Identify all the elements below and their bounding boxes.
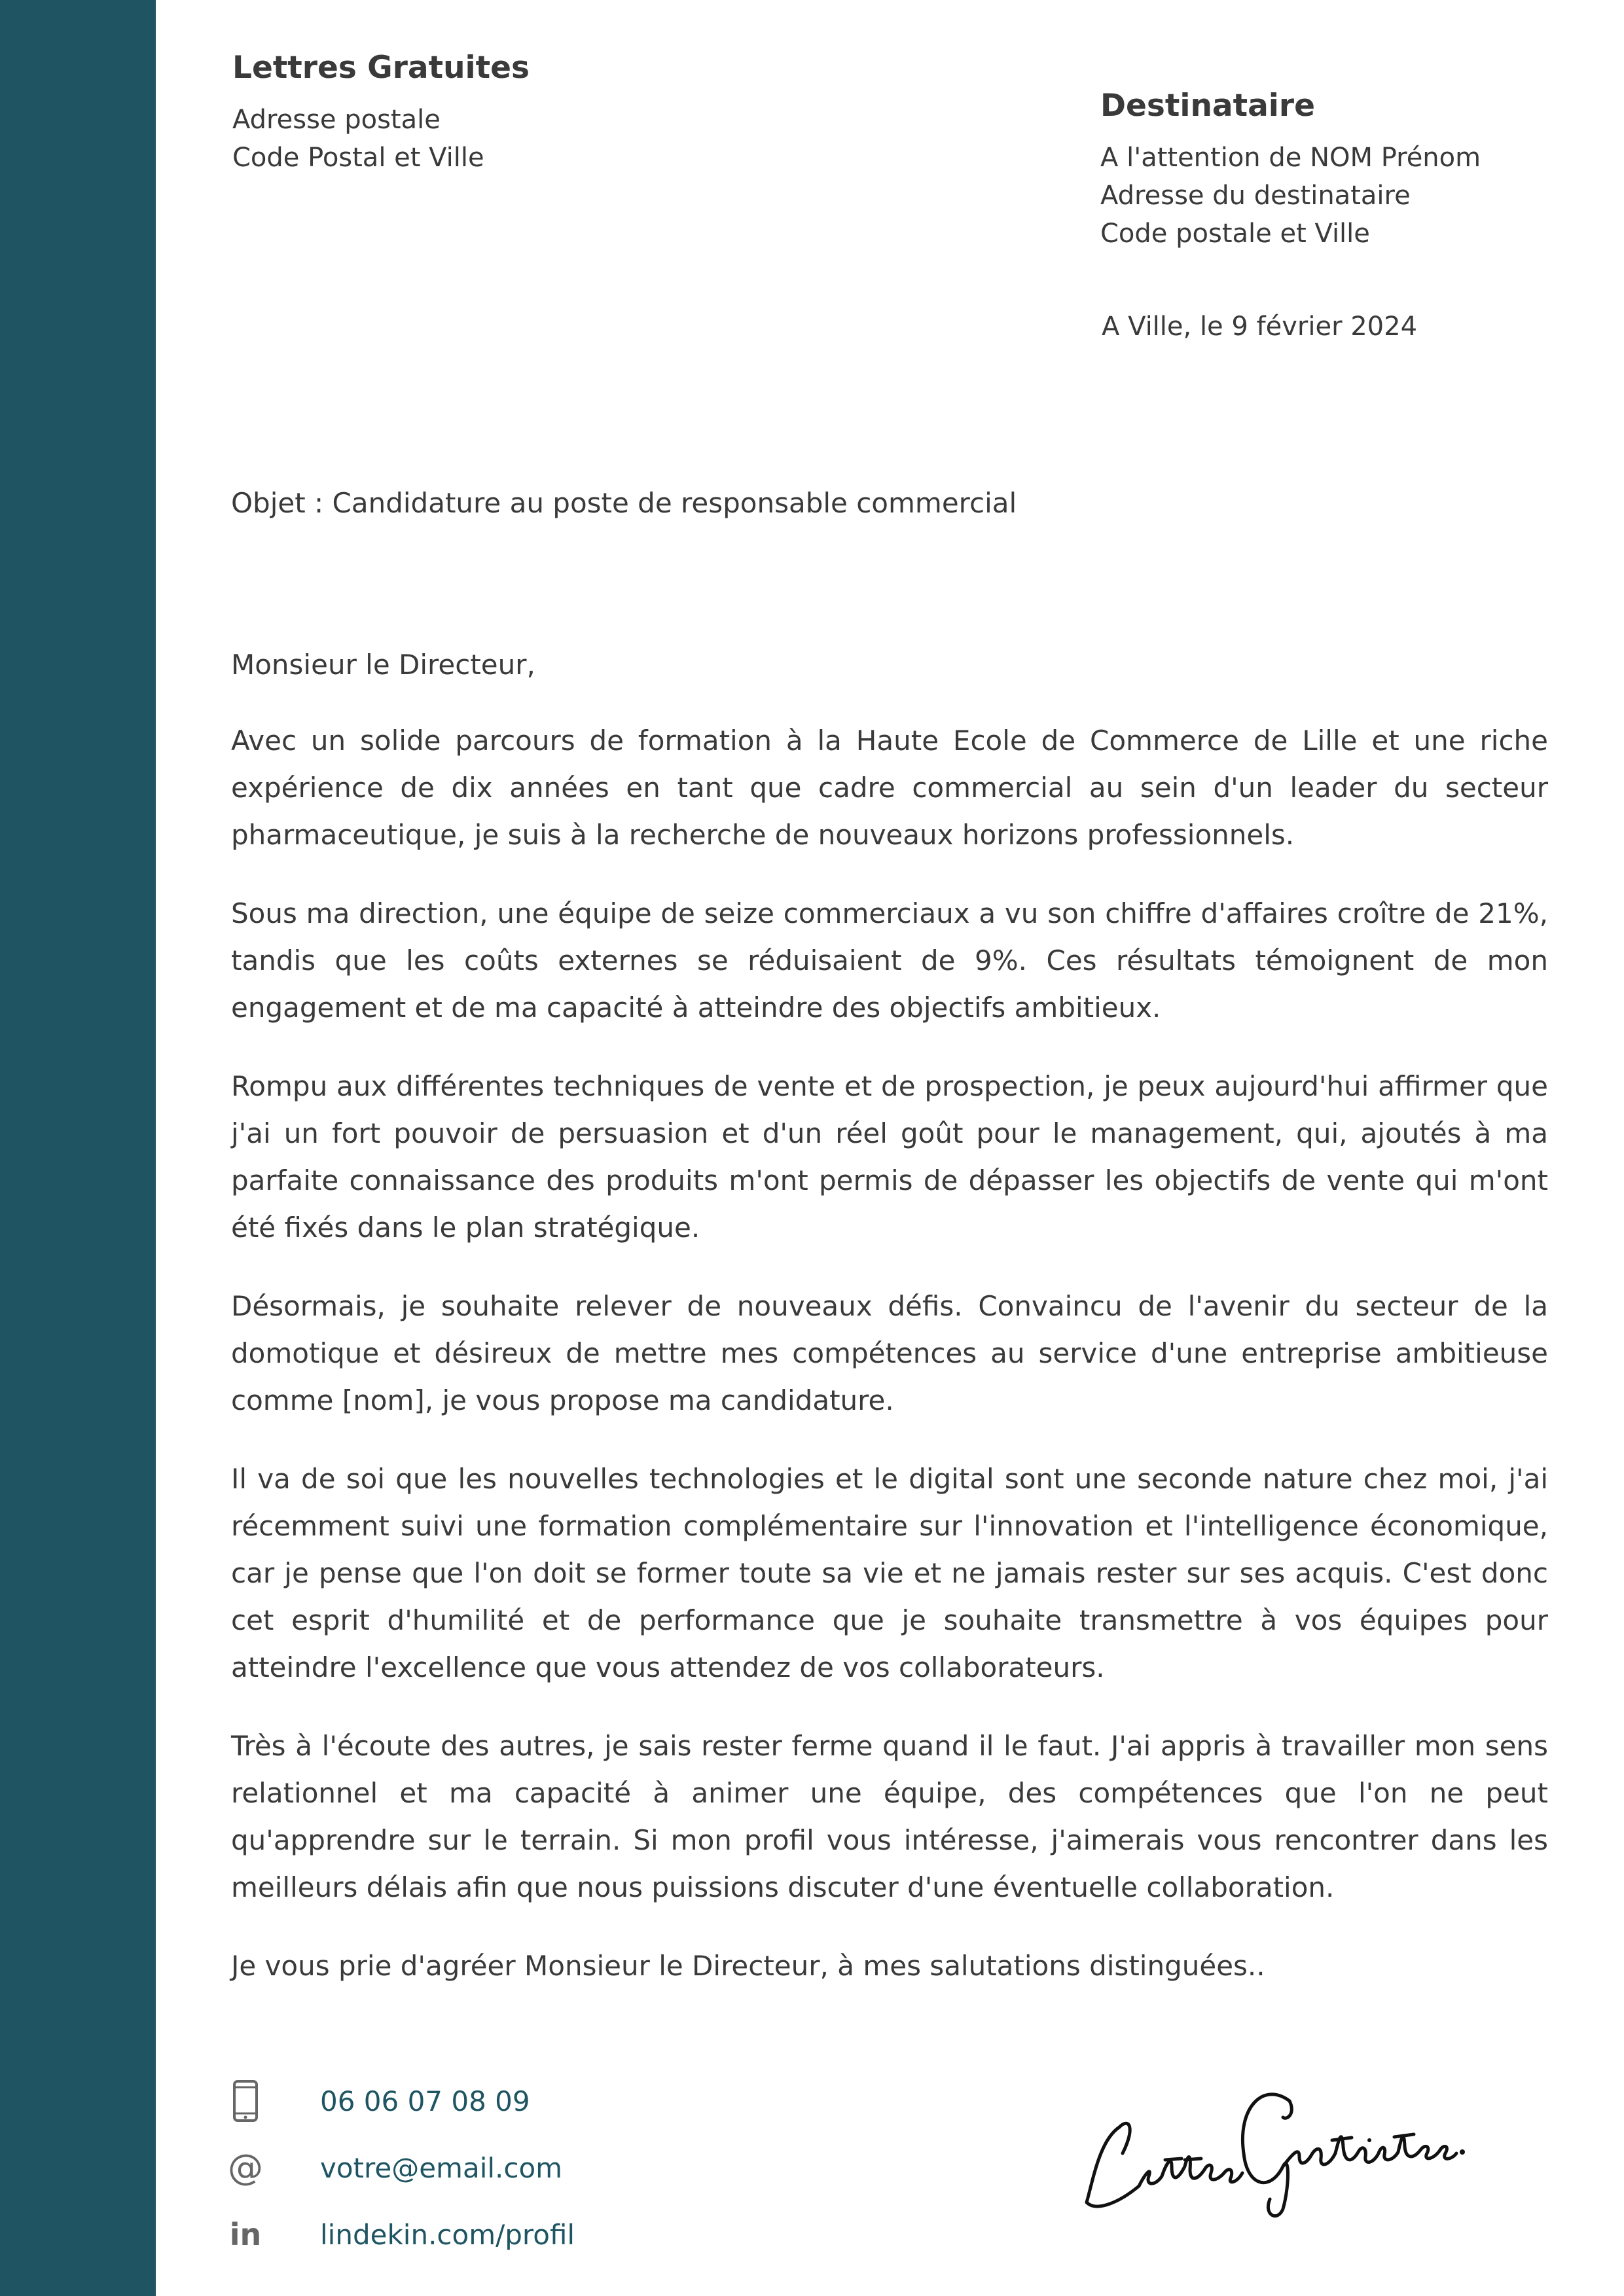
letter-paragraph-6: Très à l'écoute des autres, je sais rester ferme quand il le faut. J'ai appris à travailler mon sens relationnel et ma capacité à animer une équipe, des compétences que l'on ne peut qu'apprendre sur le terrain. Si mon profil vous intéresse, j'aimerais vous rencontrer dans les meilleurs délais afin que nous puissions discuter d'une éventuelle collaboration. [231,1730,1548,1903]
sidebar-band [0,0,156,2296]
letter-paragraph-3: Rompu aux différentes techniques de vente et de prospection, je peux aujourd'hui affirmer que j'ai un fort pouvoir de persuasion et d'un réel goût pour le management, qui, ajoutés à ma parfaite connaissance des produits m'ont permis de dépasser les objectifs de vente qui m'ont été fixés dans le plan stratégique. [231,1070,1548,1244]
contact-phone[interactable]: 06 06 07 08 09 [320,2085,530,2117]
recipient-address-line: Adresse du destinataire [1100,181,1411,211]
letter-date: A Ville, le 9 février 2024 [1102,312,1418,342]
sender-city-line: Code Postal et Ville [232,143,484,173]
at-icon: @ [228,2147,263,2188]
recipient-block [1100,84,1611,253]
contact-block [226,2081,575,2282]
contact-phone-row [226,2081,575,2121]
contact-linkedin[interactable]: lindekin.com/profil [320,2218,575,2251]
contact-linkedin-row [226,2215,575,2254]
signature-image [1074,2055,1466,2219]
contact-email-row [226,2148,575,2187]
contact-email[interactable]: votre@email.com [320,2151,563,2184]
letter-closing: Je vous prie d'agréer Monsieur le Directeur, à mes salutations distinguées.. [231,1950,1265,1982]
recipient-city-line: Code postale et Ville [1100,219,1370,249]
letter-paragraph-1: Avec un solide parcours de formation à la Haute Ecole de Commerce de Lille et une riche expérience de dix années en tant que cadre commercial au sein d'un leader du secteur pharmaceutique, je suis à la recherche de nouveaux horizons professionnels. [231,725,1548,851]
phone-icon [226,2081,265,2121]
sender-address-line: Adresse postale [232,105,441,135]
letter-subject: Objet : Candidature au poste de responsable commercial [231,487,1017,519]
linkedin-icon: in [229,2217,262,2252]
letter-salutation: Monsieur le Directeur, [231,649,535,681]
letter-paragraph-5: Il va de soi que les nouvelles technologies et le digital sont une seconde nature chez moi, j'ai récemment suivi une formation complémentaire sur l'innovation et l'intelligence économique, car je pense que l'on doit se former toute sa vie et ne jamais rester sur ses acquis. C'est donc cet esprit d'humilité et de performance que je souhaite transmettre à vos équipes pour atteindre l'excellence que vous attendez de vos collaborateurs. [231,1463,1548,1683]
letter-paragraph-2: Sous ma direction, une équipe de seize commerciaux a vu son chiffre d'affaires croître de 21%, tandis que les coûts externes se réduisaient de 9%. Ces résultats témoignent de mon engagement et de ma capacité à atteindre des objectifs ambitieux. [231,897,1548,1024]
recipient-attention-line: A l'attention de NOM Prénom [1100,143,1481,173]
recipient-title: Destinataire [1100,88,1315,124]
sender-block [232,46,821,177]
letter-paragraph-4: Désormais, je souhaite relever de nouveaux défis. Convaincu de l'avenir du secteur de la domotique et désireux de mettre mes compétences au service d'une entreprise ambitieuse comme [nom], je vous propose ma candidature. [231,1290,1548,1416]
sender-name: Lettres Gratuites [232,50,530,86]
letter-body [231,641,1548,1990]
